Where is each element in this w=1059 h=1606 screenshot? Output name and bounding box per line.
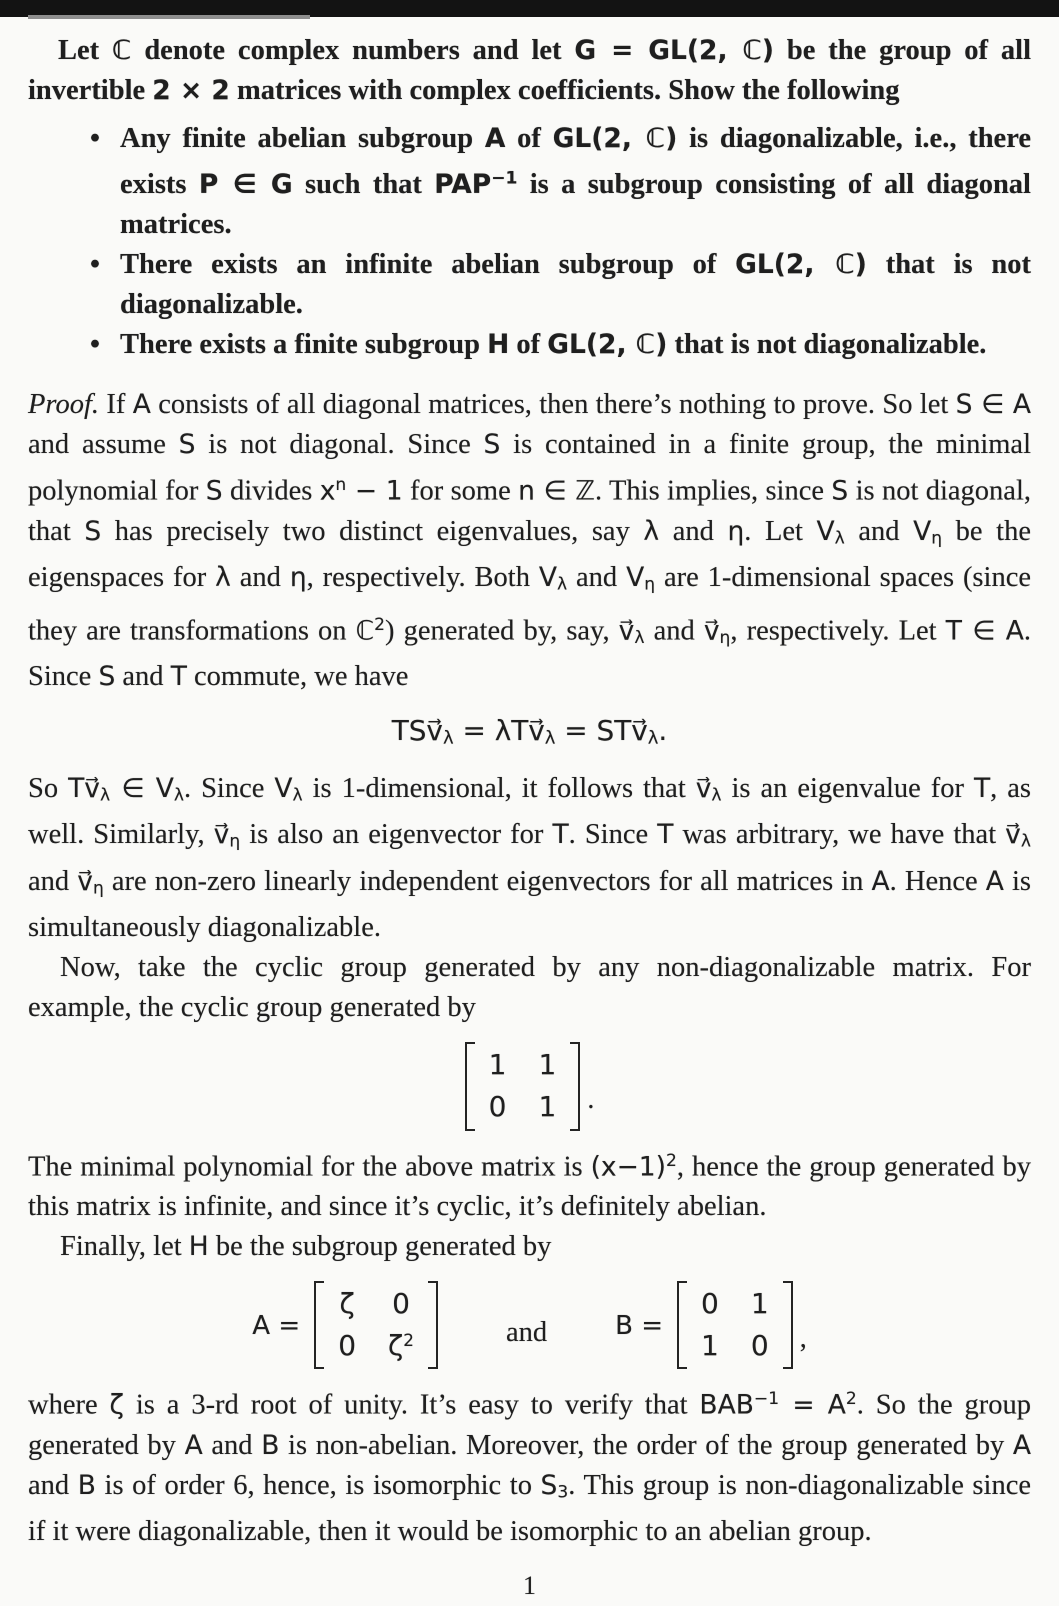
matrix-bracket-right (783, 1281, 793, 1369)
text-segment: TSv⃗ (391, 714, 443, 748)
top-bar-underline (28, 15, 310, 19)
text-segment: H (487, 329, 510, 361)
text-segment: (x−1) (590, 1150, 667, 1182)
text-segment: A (184, 1429, 203, 1461)
page-number: 1 (523, 1571, 536, 1601)
text-segment: S (178, 429, 196, 461)
text-segment: ζ (339, 1286, 355, 1320)
matrix-display-2 (28, 1281, 1031, 1369)
text-segment: ζ (109, 1389, 124, 1421)
text-segment: B (77, 1469, 96, 1501)
text-segment: for some (402, 475, 519, 507)
text-segment: There exists a finite subgroup (120, 329, 488, 361)
text-segment: Any finite abelian subgroup (120, 123, 485, 154)
text-segment: and (567, 562, 627, 594)
text-segment: η (229, 831, 241, 852)
matrix-cell (338, 1330, 356, 1362)
text-segment: λ (544, 727, 556, 749)
text-segment: divides (222, 475, 320, 507)
matrix-bracket-left (314, 1281, 324, 1369)
text-segment: . (658, 714, 668, 748)
text-segment: matrices with complex coefficients. Show the following (229, 75, 900, 106)
text-segment: Tv⃗ (68, 772, 100, 804)
text-segment: − 1 (346, 475, 403, 507)
matrix-cell (392, 1288, 410, 1320)
text-segment: , respectively. Let (730, 614, 946, 646)
text-segment: 2 (845, 1389, 857, 1410)
text-segment: A (871, 865, 890, 897)
text-segment: BAB (699, 1389, 754, 1421)
text-segment: and (230, 562, 290, 594)
text-segment: v⃗ (77, 865, 93, 897)
text-segment: . Since (183, 772, 275, 804)
text-segment: and (115, 661, 171, 693)
text-segment: G = GL(2, ℂ) (574, 35, 775, 66)
text-segment: λ (292, 785, 303, 806)
text-segment: 2 (403, 1329, 414, 1350)
text-segment: There exists an infinite abelian subgroup of (120, 249, 736, 281)
text-segment: and (202, 1429, 262, 1461)
text-segment: λ (173, 785, 184, 806)
text-segment: v⃗ (213, 819, 230, 851)
matrix-cell (489, 1049, 507, 1081)
text-segment: λ (99, 785, 111, 806)
text-segment: and assume (28, 429, 179, 461)
display-punctuation: . (587, 1084, 595, 1116)
text-segment: S (540, 1469, 558, 1501)
text-segment: v⃗ (1005, 819, 1021, 851)
text-segment: A (985, 865, 1004, 897)
text-segment: S (831, 475, 849, 507)
text-segment: −1 (491, 169, 518, 189)
bullet-icon: • (90, 123, 100, 154)
text-segment: has precisely two distinct eigenvalues, say (101, 515, 644, 547)
text-segment: and (28, 865, 78, 897)
connector-text: and (505, 1317, 548, 1349)
text-segment: are non-zero linearly independent eigenvectors for all matrices in (103, 865, 872, 897)
bullet-text (120, 123, 1031, 240)
text-segment: and (28, 1469, 78, 1501)
text-segment: 3 (557, 1482, 569, 1503)
text-segment: that is not diagonalizable. (667, 329, 987, 361)
text-segment: 1 (750, 1286, 769, 1320)
text-segment: 0 (701, 1286, 719, 1320)
bullet-list (28, 119, 1031, 365)
text-segment: B = (615, 1310, 664, 1341)
text-segment: λ (634, 627, 645, 648)
matrix-bracket-left (465, 1042, 475, 1130)
matrix-display-1 (28, 1042, 1031, 1130)
matrix-cell (539, 1091, 557, 1123)
matrix-grid (324, 1281, 428, 1369)
text-segment: . This group is non-diagonalizable since if it were diagonalizable, then it would be isomorphic to an abelian group. (28, 1469, 1031, 1548)
matrix-bracket-right (570, 1042, 580, 1130)
text-segment: η (289, 562, 307, 594)
text-segment: ) generated by, say, (385, 614, 619, 646)
text-segment: is of order 6, hence, is isomorphic to (95, 1469, 541, 1501)
matrix-grid (475, 1042, 571, 1130)
text-segment: = A (779, 1389, 846, 1421)
matrix-cell (388, 1330, 414, 1362)
text-segment: η (727, 515, 745, 547)
text-segment: . This implies, since (595, 475, 832, 507)
text-segment: PAP (434, 169, 492, 201)
matrix-b-label (615, 1305, 663, 1346)
text-segment: 2 × 2 (152, 75, 230, 106)
text-segment: T ∈ A (945, 614, 1024, 646)
text-segment: The minimal polynomial for the above matrix is (28, 1150, 591, 1182)
text-segment: T (657, 819, 674, 851)
text-segment: consists of all diagonal matrices, then there’s nothing to prove. So let (150, 389, 956, 421)
matrix-b (677, 1281, 793, 1369)
text-segment: ℂ (355, 614, 375, 646)
text-segment: GL(2, ℂ) (735, 249, 867, 281)
text-segment: Now, take the cyclic group generated by any non-diagonalizable matrix. For example, the cyclic group generated by (28, 952, 1031, 1024)
bullet-item-3 (28, 325, 1031, 365)
bullet-item-2 (28, 245, 1031, 325)
text-segment: V (816, 515, 835, 547)
matrix-cell (701, 1330, 719, 1362)
text-segment: . So the group generated by (28, 1389, 1031, 1461)
equation-text (392, 711, 668, 759)
text-segment: 2 (666, 1150, 677, 1171)
document-content (0, 17, 1059, 1606)
text-segment: η (644, 574, 656, 595)
text-segment: B (261, 1429, 280, 1461)
proof-paragraph-2 (28, 769, 1031, 948)
proof-paragraph-5 (28, 1227, 1031, 1267)
text-segment: . Hence (889, 865, 986, 897)
text-segment: Let (58, 35, 113, 66)
text-segment: η (931, 528, 943, 549)
text-segment: 1 (701, 1329, 719, 1363)
text-segment: If (99, 389, 133, 421)
text-segment: S (205, 475, 223, 507)
text-segment: P ∈ G (198, 169, 293, 201)
matrix-cell (539, 1049, 557, 1081)
text-segment: S (483, 429, 501, 461)
text-segment: is diagonalizable, i.e., there exists (120, 123, 1031, 201)
text-segment: T (552, 819, 569, 851)
text-segment: Proof. (28, 389, 99, 421)
text-segment: , respectively. Both (306, 562, 539, 594)
text-segment: GL(2, ℂ) (552, 123, 678, 154)
text-segment: . Since (568, 819, 658, 851)
text-segment: V (538, 562, 557, 594)
text-segment: , as well. Similarly, (28, 772, 1031, 851)
text-segment: , hence the group generated by this matrix is infinite, and since it’s cyclic, it’s definitely abelian. (28, 1150, 1032, 1222)
text-segment: λ (442, 727, 454, 749)
text-segment: v⃗ (618, 614, 635, 646)
matrix-cell (751, 1330, 769, 1362)
matrix-a-label (252, 1305, 300, 1346)
text-segment: where (28, 1389, 110, 1421)
text-segment: is a 3-rd root of unity. It’s easy to verify that (123, 1389, 700, 1421)
text-segment: η (92, 878, 104, 899)
text-segment: λ (1020, 831, 1031, 852)
display-punctuation: , (799, 1323, 807, 1355)
text-segment: is also an eigenvector for (240, 819, 553, 851)
text-segment: is an eigenvalue for (721, 772, 974, 804)
bullet-item-1 (28, 119, 1031, 245)
text-segment: be the subgroup generated by (208, 1230, 552, 1262)
text-segment: V (274, 772, 293, 804)
matrix-grid (687, 1281, 783, 1369)
bullet-text (120, 329, 986, 360)
text-segment: . Let (744, 515, 817, 547)
text-segment: GL(2, ℂ) (547, 329, 668, 361)
text-segment: is simultaneously diagonalizable. (28, 865, 1032, 944)
text-segment: T (973, 772, 991, 804)
text-segment: λ (643, 515, 660, 547)
text-segment: is not diagonal. Since (195, 429, 484, 461)
problem-statement (28, 31, 1031, 111)
bullet-icon: • (90, 249, 100, 281)
text-segment: = λTv⃗ (453, 714, 545, 748)
text-segment: is 1-dimensional, it follows that (302, 772, 696, 804)
bullet-icon: • (90, 329, 100, 361)
text-segment: λ (711, 785, 722, 806)
text-segment: n (335, 475, 347, 496)
text-segment: that is not diagonalizable. (120, 249, 1032, 321)
text-segment: V (626, 562, 645, 594)
text-segment: x (319, 475, 336, 507)
text-segment: 0 (488, 1090, 507, 1124)
matrix-a (314, 1281, 438, 1369)
text-segment: ∈ V (110, 772, 174, 804)
matrix-1 (465, 1042, 581, 1130)
text-segment: of (505, 123, 553, 154)
text-segment: of (509, 329, 548, 361)
text-segment: 1 (488, 1048, 507, 1082)
text-segment: S (84, 515, 102, 547)
text-segment: commute, we have (186, 661, 409, 693)
text-segment: 0 (338, 1329, 357, 1363)
text-segment: T (170, 661, 187, 693)
text-segment: So (28, 772, 69, 804)
text-segment: 1 (538, 1048, 557, 1082)
text-segment: 2 (374, 614, 386, 635)
text-segment: A = (252, 1310, 301, 1341)
text-segment: 0 (392, 1286, 410, 1320)
text-segment: A (1012, 1429, 1031, 1461)
text-segment: such that (292, 169, 435, 201)
text-segment: A (484, 123, 506, 154)
text-segment: ζ (388, 1329, 404, 1363)
matrix-bracket-left (677, 1281, 687, 1369)
text-segment: v⃗ (703, 614, 720, 646)
text-segment: λ (647, 727, 659, 749)
text-segment: −1 (753, 1389, 780, 1410)
text-segment: S ∈ A (955, 389, 1031, 421)
text-segment: Finally, let (60, 1230, 189, 1262)
matrix-cell (489, 1091, 507, 1123)
text-segment: denote complex numbers and let (131, 35, 575, 66)
text-segment: A (132, 389, 151, 421)
matrix-cell (339, 1288, 354, 1320)
text-segment: H (188, 1230, 209, 1262)
text-segment: = STv⃗ (555, 714, 648, 748)
proof-paragraph-4 (28, 1141, 1031, 1227)
text-segment: S (98, 661, 116, 693)
text-segment: and (644, 614, 704, 646)
matrix-cell (751, 1288, 769, 1320)
text-segment: V (913, 515, 932, 547)
text-segment: and (844, 515, 914, 547)
equation-display-1 (28, 711, 1031, 759)
text-segment: are 1-dimensional spaces (since they are transformations on (28, 562, 1031, 646)
proof-paragraph-1 (28, 385, 1031, 697)
text-segment: be the group of all invertible (28, 35, 1031, 106)
text-segment: is non-abelian. Moreover, the order of the group generated by (279, 1429, 1013, 1461)
text-segment: v⃗ (695, 772, 712, 804)
text-segment: be the eigenspaces for (28, 515, 1031, 594)
text-segment: λ (215, 562, 231, 594)
text-segment: and (659, 515, 728, 547)
proof-paragraph-3 (28, 948, 1031, 1028)
text-segment: is a subgroup consisting of all diagonal matrices. (120, 169, 1031, 241)
text-segment: 1 (538, 1090, 557, 1124)
text-segment: is not diagonal, that (28, 475, 1031, 547)
text-segment: η (719, 627, 731, 648)
text-segment: n ∈ ℤ (518, 475, 596, 507)
text-segment: ℂ (112, 35, 132, 66)
matrix-bracket-right (428, 1281, 438, 1369)
text-segment: 0 (750, 1329, 769, 1363)
text-segment: λ (557, 574, 568, 595)
text-segment: is contained in a finite group, the minimal polynomial for (28, 429, 1031, 507)
text-segment: . Since (28, 614, 1032, 693)
text-segment: λ (834, 528, 845, 549)
matrix-cell (701, 1288, 719, 1320)
text-segment: was arbitrary, we have that (673, 819, 1006, 851)
bullet-text (120, 249, 1031, 320)
proof-paragraph-6 (28, 1379, 1031, 1552)
